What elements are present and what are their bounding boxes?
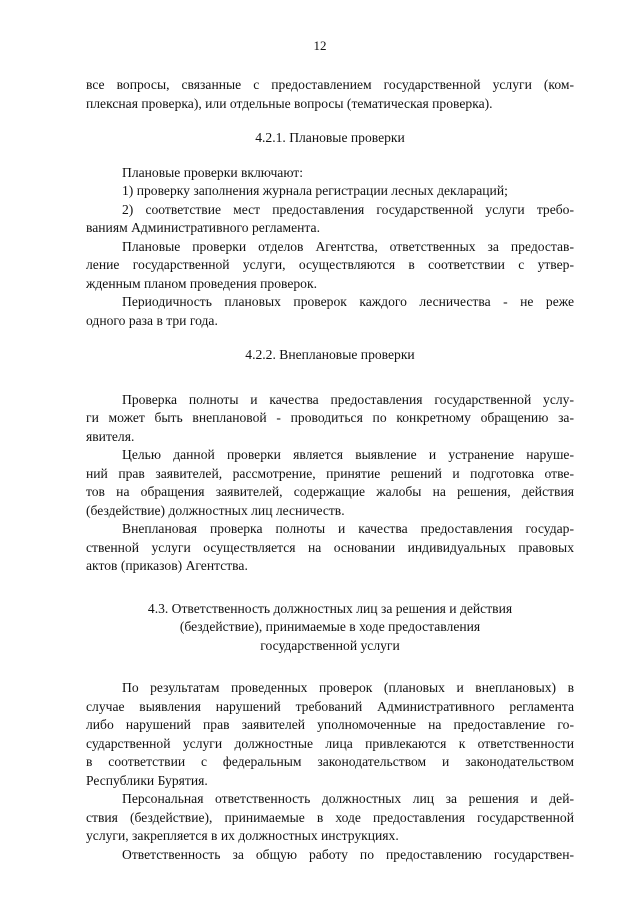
text-line: Плановые проверки отделов Агентства, ответственных за предостав- — [122, 238, 574, 254]
text-line: Плановые проверки включают: — [122, 164, 304, 180]
text-line: (бездействие) должностных лиц лесничеств. — [86, 502, 345, 518]
heading-line: государственной услуги — [260, 637, 400, 653]
text-line: Периодичность плановых проверок каждого лесничества - не реже — [122, 294, 574, 309]
section-heading-4-3 — [86, 600, 574, 656]
text-line: По результатам проведенных проверок (плановых и внеплановых) в — [122, 680, 574, 695]
text-line: сударственной услуги должностные лица привлекаются к ответственности — [86, 735, 574, 751]
intro-paragraph — [86, 76, 574, 113]
section-heading-4-2-2: 4.2.2. Внеплановые проверки — [245, 347, 415, 362]
text-line: случае выявления нарушений требований Административного регламента — [86, 698, 574, 714]
text-line: ний прав заявителей, рассмотрение, принятие решений и подготовка отве- — [86, 465, 574, 481]
text-line: Ответственность за общую работу по предоставлению государствен- — [122, 846, 574, 862]
text-line: Проверка полноты и качества предоставления государственной услу- — [122, 391, 574, 407]
section-heading-4-2-1: 4.2.1. Плановые проверки — [255, 130, 405, 145]
text-line: услуги, закрепляется в их должностных инструкциях. — [86, 828, 399, 843]
text-line: Внеплановая проверка полноты и качества предоставления государ- — [122, 521, 574, 536]
text-line: одного раза в три года. — [86, 312, 218, 328]
heading-line: 4.3. Ответственность должностных лиц за решения и действия — [147, 600, 513, 616]
heading-line: (бездействие), принимаемые в ходе предоставления — [179, 619, 481, 634]
text-line: тов на обращения заявителей, содержащие жалобы на решения, действия — [86, 484, 574, 499]
text-line: Республики Бурятия. — [86, 772, 208, 788]
text-line: плексная проверка), или отдельные вопросы (тематическая проверка). — [86, 95, 493, 111]
text-line: ги может быть внеплановой - проводиться по конкретному обращению за- — [86, 410, 574, 425]
text-line: жденным планом проведения проверок. — [86, 275, 317, 291]
text-line: ваниям Административного регламента. — [86, 220, 320, 235]
text-line: ствия (бездействие), принимаемые в ходе предоставления государственной — [86, 809, 574, 825]
section-4-2-1-body — [86, 164, 574, 331]
document-body — [86, 76, 574, 864]
section-4-2-2-body — [86, 391, 574, 576]
text-line: все вопросы, связанные с предоставлением государственной услуги (ком- — [86, 77, 574, 92]
text-line: ление государственной услуги, осуществляются в соответствии с утвер- — [86, 257, 574, 272]
text-line: актов (приказов) Агентства. — [86, 558, 248, 573]
text-line: в соответствии с федеральным законодательством и законодательством — [86, 754, 574, 769]
text-line: Персональная ответственность должностных лиц за решения и дей- — [122, 791, 574, 806]
text-line: явителя. — [86, 428, 135, 444]
section-4-3-body — [86, 679, 574, 864]
list-item: 1) проверку заполнения журнала регистрации лесных деклараций; — [122, 183, 508, 198]
text-line: либо нарушений прав заявителей уполномоченные на предоставление го- — [86, 717, 574, 732]
page-number: 12 — [313, 38, 327, 53]
list-item: 2) соответствие мест предоставления государственной услуги требо- — [122, 201, 574, 217]
text-line: Целью данной проверки является выявление и устранение наруше- — [122, 447, 574, 462]
text-line: ственной услуги осуществляется на основании индивидуальных правовых — [86, 539, 574, 555]
